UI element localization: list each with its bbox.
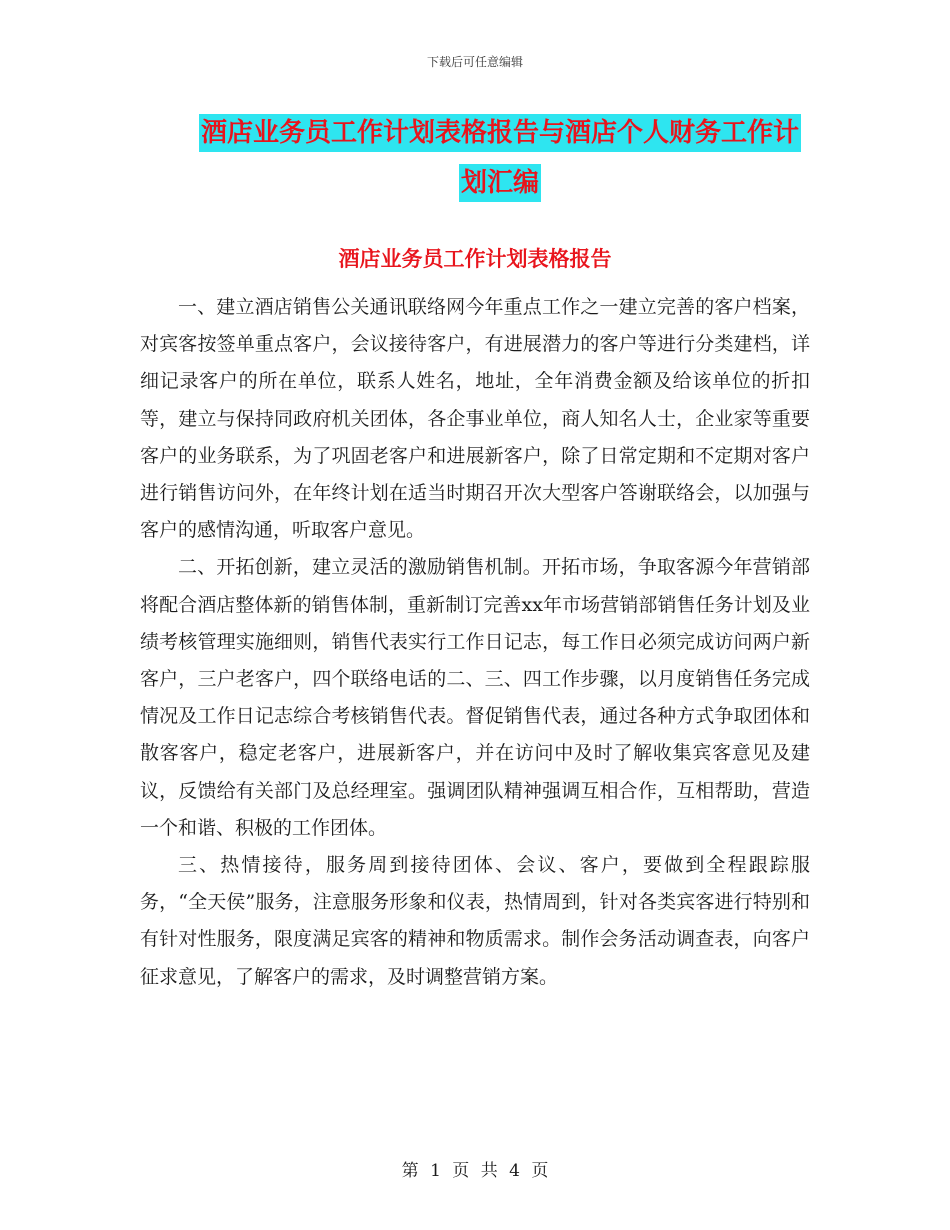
body-text — [140, 289, 810, 996]
document-title — [190, 108, 810, 208]
paragraph-2: 二、开拓创新，建立灵活的激励销售机制。开拓市场，争取客源今年营销部将配合酒店整体新的销售体制，重新制订完善xx年市场营销部销售任务计划及业绩考核管理实施细则，销售代表实行工作日记志，每工作日必须完成访问两户新客户，三户老客户，四个联络电话的二、三、四工作步骤，以月度销售任务完成情况及工作日记志综合考核销售代表。督促销售代表，通过各种方式争取团体和散客客户，稳定老客户，进展新客户，并在访问中及时了解收集宾客意见及建议，反馈给有关部门及总经理室。强调团队精神强调互相合作，互相帮助，营造一个和谐、积极的工作团体。 — [140, 556, 810, 839]
section-title: 酒店业务员工作计划表格报告 — [338, 247, 612, 271]
document-title-text: 酒店业务员工作计划表格报告与酒店个人财务工作计划汇编 — [199, 114, 801, 202]
paragraph-1: 一、建立酒店销售公关通讯联络网今年重点工作之一建立完善的客户档案，对宾客按签单重点客户，会议接待客户，有进展潜力的客户等进行分类建档，详细记录客户的所在单位，联系人姓名，地址，全年消费金额及给该单位的折扣等，建立与保持同政府机关团体，各企事业单位，商人知名人士，企业家等重要客户的业务联系，为了巩固老客户和进展新客户，除了日常定期和不定期对客户进行销售访问外，在年终计划在适当时期召开次大型客户答谢联络会，以加强与客户的感情沟通，听取客户意见。 — [140, 296, 810, 542]
page-number: 第 1 页 共 4 页 — [401, 1161, 549, 1181]
header-note: 下载后可任意编辑 — [426, 55, 523, 69]
paragraph-3: 三、热情接待，服务周到接待团体、会议、客户，要做到全程跟踪服务，“全天侯”服务，注意服务形象和仪表，热情周到，针对各类宾客进行特别和有针对性服务，限度满足宾客的精神和物质需求。制作会务活动调查表，向客户征求意见，了解客户的需求，及时调整营销方案。 — [140, 854, 810, 988]
